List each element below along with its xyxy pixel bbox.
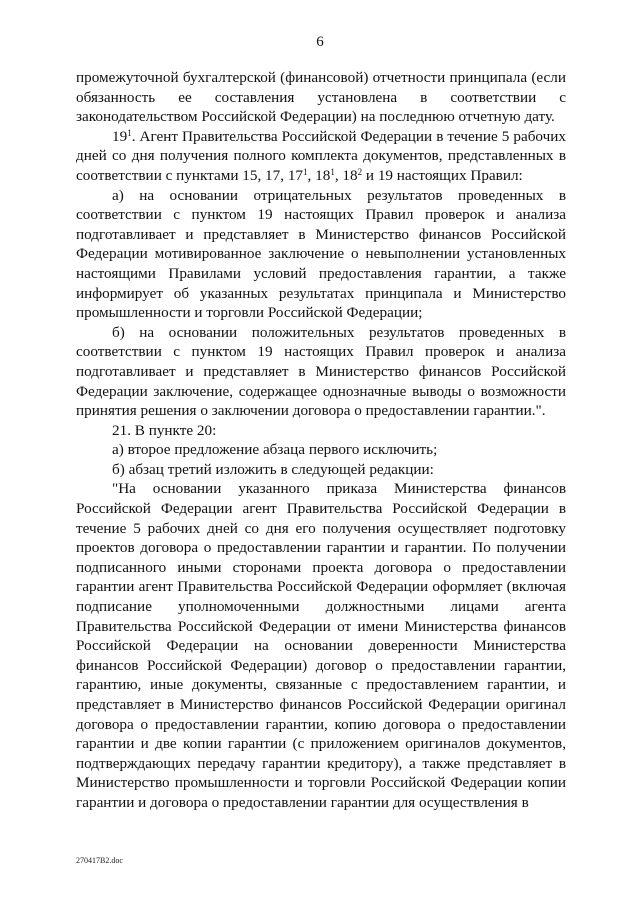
paragraph-text: , 18	[307, 166, 331, 184]
clause-number-superscript: 1	[127, 127, 132, 138]
document-body	[76, 68, 566, 813]
paragraph-text: , 18	[334, 166, 358, 184]
page-number: 6	[316, 34, 324, 50]
paragraph-21: 21. В пункте 20:	[112, 421, 217, 439]
subparagraph-a: а) на основании отрицательных результатов проведенных в соответствии с пунктом 19 настоящих Правил проверок и анализа подготавливает и представляет в Министерство финансов Российской Федерации мотивированное заключение о невыполнении установленных настоящими Правилами условий предоставления гарантии, а также информирует об указанных результатах принципала и Министерство промышленности и торговли Российской Федерации;	[76, 186, 566, 322]
document-file-code: 270417B2.doc	[76, 856, 123, 865]
superscript: 1	[303, 166, 308, 177]
subparagraph-b: б) на основании положительных результатов проведенных в соответствии с пунктом 19 настоящих Правил проверок и анализа подготавливает и представляет в Министерство финансов Российской Федерации заключение, содержащее однозначные выводы о возможности принятия решения о заключении договора о предоставлении гарантии.".	[76, 323, 566, 420]
superscript: 2	[357, 166, 363, 177]
clause-number: 19	[112, 127, 128, 145]
superscript: 1	[330, 166, 335, 177]
quoted-paragraph: "На основании указанного приказа Министерства финансов Российской Федерации агент Правительства Российской Федерации в течение 5 рабочих дней со дня его получения осуществляет подготовку проектов договора о предоставлении гарантии и гарантии. По получении подписанного иными сторонами проекта договора о предоставлении гарантии агент Правительства Российской Федерации оформляет (включая подписание уполномоченными должностными лицами агента Правительства Российской Федерации от имени Министерства финансов Российской Федерации на основании доверенности Министерства финансов Российской Федерации) договор о предоставлении гарантии, гарантию, иные документы, связанные с предоставлением гарантии, и представляет в Министерство финансов Российской Федерации оригинал договора о предоставлении гарантии, копию договора о предоставлении гарантии и две копии гарантии (с приложением оригиналов документов, подтверждающих передачу гарантии кредитору), а также представляет в Министерство промышленности и торговли Российской Федерации копии гарантии и договора о предоставлении гарантии для осуществления в	[76, 480, 566, 811]
subparagraph-b: б) абзац третий изложить в следующей редакции:	[112, 460, 434, 478]
paragraph-continuation: промежуточной бухгалтерской (финансовой) отчетности принципала (если обязанность ее составления установлена в соответствии с законодательством Российской Федерации) на последнюю отчетную дату.	[76, 69, 566, 126]
paragraph-text: . Агент Правительства Российской Федерации в течение 5 рабочих дней со дня получения полного комплекта документов, представленных в соответствии с пунктами 15, 17, 17	[76, 127, 566, 184]
subparagraph-a: а) второе предложение абзаца первого исключить;	[112, 441, 438, 459]
paragraph-19-1	[76, 127, 566, 186]
paragraph-text: и 19 настоящих Правил:	[362, 166, 523, 184]
